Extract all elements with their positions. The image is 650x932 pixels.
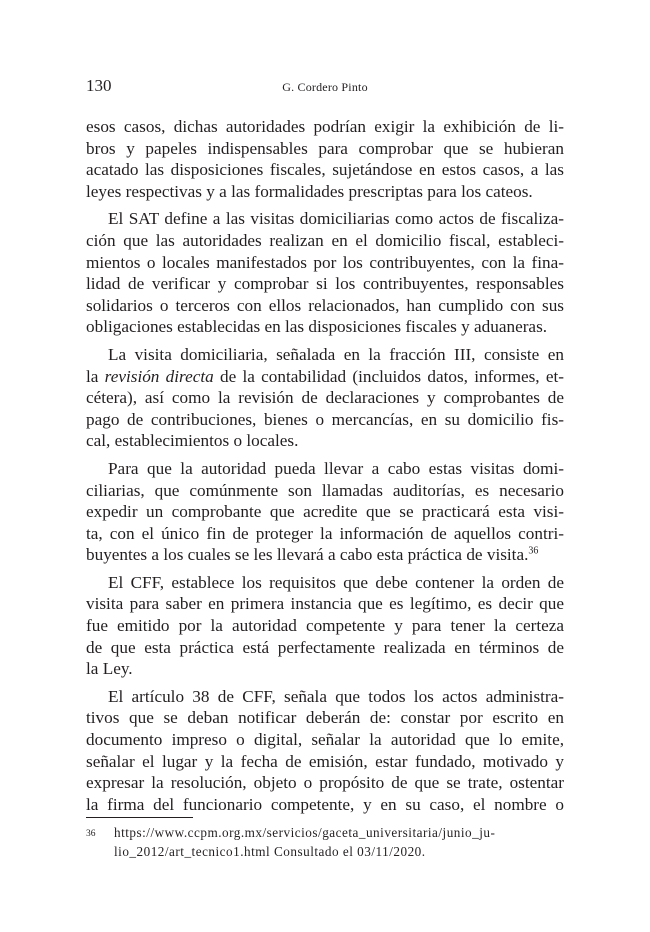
- text-line: cétera), así como la revisión de declaraciones y comprobantes de: [86, 388, 564, 408]
- text-line: expresar la resolución, objeto o propósito de que se trate, ostentar: [86, 773, 564, 793]
- text-line: solidarios o terceros con ellos relacionados, han cumplido con sus: [86, 295, 564, 315]
- text-line: tivos que se deban notificar deberán de: constar por escrito en: [86, 708, 564, 728]
- text-segment: la: [86, 366, 105, 386]
- text-line: fue emitido por la autoridad competente y para tener la certeza: [86, 616, 564, 636]
- text-line: Para que la autoridad pueda llevar a cabo estas visitas domi-: [108, 458, 564, 478]
- footnote-text: [114, 824, 564, 861]
- text-line: documento impreso o digital, señalar la autoridad que lo emite,: [86, 730, 564, 750]
- text-line: visita para saber en primera instancia que es legítimo, es decir que: [86, 594, 564, 614]
- paragraph: [86, 458, 564, 566]
- footnote-line[interactable]: https://www.ccpm.org.mx/servicios/gaceta_universitaria/junio_ju-: [114, 825, 496, 840]
- text-line: El CFF, establece los requisitos que debe contener la orden de: [108, 572, 564, 592]
- text-line: obligaciones establecidas en las disposiciones fiscales y aduaneras.: [86, 317, 548, 337]
- text-line: ción que las autoridades realizan en el domicilio fiscal, estableci-: [86, 230, 564, 250]
- text-segment: de la contabilidad (incluidos datos, informes, et-: [213, 366, 564, 386]
- text-line-with-emphasis: [86, 366, 564, 388]
- text-line: esos casos, dichas autoridades podrían exigir la exhibición de li-: [86, 117, 564, 136]
- text-line: la Ley.: [86, 659, 133, 679]
- text-line: El artículo 38 de CFF, señala que todos los actos administra-: [108, 686, 564, 706]
- text-line: El SAT define a las visitas domiciliarias como actos de fiscaliza-: [108, 209, 564, 229]
- paragraph: [86, 572, 564, 680]
- running-header: [86, 76, 564, 96]
- paragraph: [86, 116, 564, 202]
- paragraph: [86, 208, 564, 338]
- footnote-reference[interactable]: 36: [528, 545, 539, 557]
- text-line: lidad de verificar y comprobar si los contribuyentes, responsables: [86, 274, 564, 294]
- footnote-divider: [86, 817, 193, 818]
- text-line: mientos o locales manifestados por los contribuyentes, con la fina-: [86, 252, 564, 272]
- body-text: [86, 116, 564, 821]
- text-segment: buyentes a los cuales se les llevará a cabo esta práctica de visita.: [86, 545, 529, 565]
- text-line: pago de contribuciones, bienes o mercancías, en su domicilio fis-: [86, 409, 564, 429]
- text-line: ta, con el único fin de proteger la información de aquellos contri-: [86, 523, 564, 543]
- text-line: la firma del funcionario competente, y en su caso, el nombre o: [86, 794, 564, 814]
- text-line-with-footnote: [86, 544, 564, 566]
- text-line: ciliarias, que comúnmente son llamadas auditorías, es necesario: [86, 480, 564, 500]
- footnote-number: 36: [86, 829, 96, 839]
- text-line: expedir un comprobante que acredite que se practicará esta visi-: [86, 502, 564, 522]
- paragraph: [86, 686, 564, 816]
- text-line: acatado las disposiciones fiscales, sujetándose en estos casos, a las: [86, 160, 564, 180]
- text-line: leyes respectivas y a las formalidades prescriptas para los cateos.: [86, 181, 533, 201]
- emphasis-revision-directa: revisión directa: [104, 366, 214, 386]
- footnote: [86, 824, 564, 861]
- text-line: La visita domiciliaria, señalada en la fracción III, consiste en: [108, 344, 564, 364]
- footnote-line[interactable]: lio_2012/art_tecnico1.html Consultado el 03/11/2020.: [114, 843, 426, 859]
- text-line: cal, establecimientos o locales.: [86, 431, 299, 451]
- page-number: 130: [86, 76, 112, 95]
- running-title: G. Cordero Pinto: [282, 80, 368, 94]
- text-line: de que esta práctica está perfectamente realizada en términos de: [86, 637, 564, 657]
- paragraph: [86, 344, 564, 452]
- text-line: bros y papeles indispensables para comprobar que se hubieran: [86, 138, 564, 158]
- text-line: señalar el lugar y la fecha de emisión, estar fundado, motivado y: [86, 751, 564, 771]
